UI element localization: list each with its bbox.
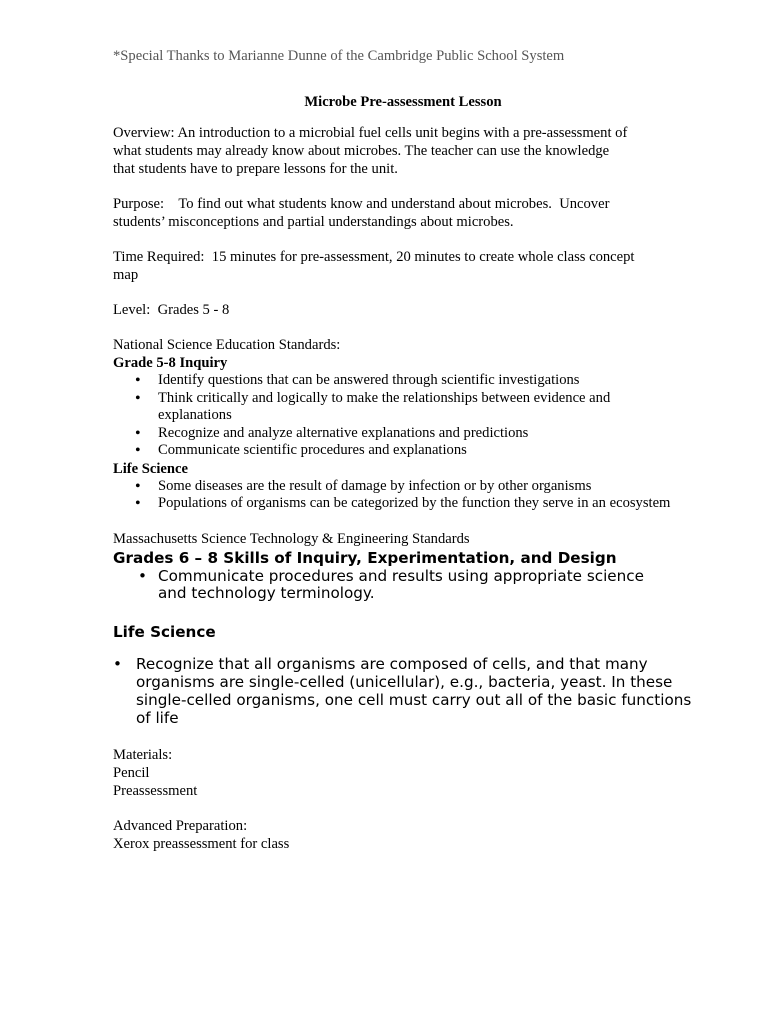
- time-required-paragraph: [113, 248, 673, 284]
- ma-skills-text: Communicate procedures and results using appropriate science and technology terminology.: [158, 566, 644, 602]
- time-required-line: Time Required: 15 minutes for pre-assessment, 20 minutes to create whole class concept: [113, 249, 635, 265]
- list-item: • Communicate scientific procedures and explanations: [113, 442, 673, 460]
- acknowledgement-note: *Special Thanks to Marianne Dunne of the Cambridge Public School System: [113, 48, 565, 64]
- list-item: • Populations of organisms can be categorized by the function they serve in an ecosystem: [113, 495, 673, 513]
- level-line: Level: Grades 5 - 8: [113, 302, 230, 318]
- list-item: • Some diseases are the result of damage by infection or by other organisms: [113, 478, 673, 496]
- purpose-line: students’ misconceptions and partial understandings about microbes.: [113, 214, 514, 230]
- overview-paragraph: [113, 124, 673, 178]
- materials-heading: Materials:: [113, 746, 173, 763]
- ma-skills-heading: Grades 6 – 8 Skills of Inquiry, Experimentation, and Design: [113, 548, 617, 567]
- list-item: • Recognize and analyze alternative explanations and predictions: [113, 425, 673, 443]
- materials-item: Preassessment: [113, 782, 198, 799]
- overview-line: Overview: An introduction to a microbial fuel cells unit begins with a pre-assessment of: [113, 125, 628, 141]
- bullet-marker: •: [113, 654, 122, 673]
- ma-life-science-heading: Life Science: [113, 622, 216, 641]
- ma-life-science-item: [113, 655, 706, 727]
- ma-skills-item: [113, 568, 673, 603]
- ma-standards-heading: Massachusetts Science Technology & Engineering Standards: [113, 530, 470, 547]
- overview-line: what students may already know about microbes. The teacher can use the knowledge: [113, 143, 610, 159]
- advanced-preparation-heading: Advanced Preparation:: [113, 817, 248, 834]
- advanced-preparation-item: Xerox preassessment for class: [113, 835, 290, 852]
- document-page: [113, 46, 692, 853]
- nses-life-science-list: [113, 478, 673, 513]
- list-item: • Think critically and logically to make the relationships between evidence and explanations: [113, 390, 673, 425]
- nses-heading: National Science Education Standards:: [113, 337, 341, 353]
- purpose-paragraph: [113, 195, 673, 231]
- nses-inquiry-list: [113, 372, 673, 460]
- time-required-line: map: [113, 267, 139, 283]
- list-item: • Identify questions that can be answered through scientific investigations: [113, 372, 673, 390]
- lesson-title: Microbe Pre-assessment Lesson: [304, 94, 502, 110]
- overview-line: that students have to prepare lessons for the unit.: [113, 161, 398, 177]
- purpose-line: Purpose: To find out what students know and understand about microbes. Uncover: [113, 196, 610, 212]
- bullet-marker: •: [138, 566, 147, 585]
- materials-item: Pencil: [113, 764, 150, 781]
- ma-life-science-text: Recognize that all organisms are composed of cells, and that many organisms are single-celled (unicellular), e.g., bacteria, yeast. In these single-celled organisms, one cell must carry out all of the basic functions of life: [136, 654, 692, 727]
- nses-life-science-heading: Life Science: [113, 460, 188, 477]
- nses-inquiry-heading: Grade 5-8 Inquiry: [113, 355, 228, 371]
